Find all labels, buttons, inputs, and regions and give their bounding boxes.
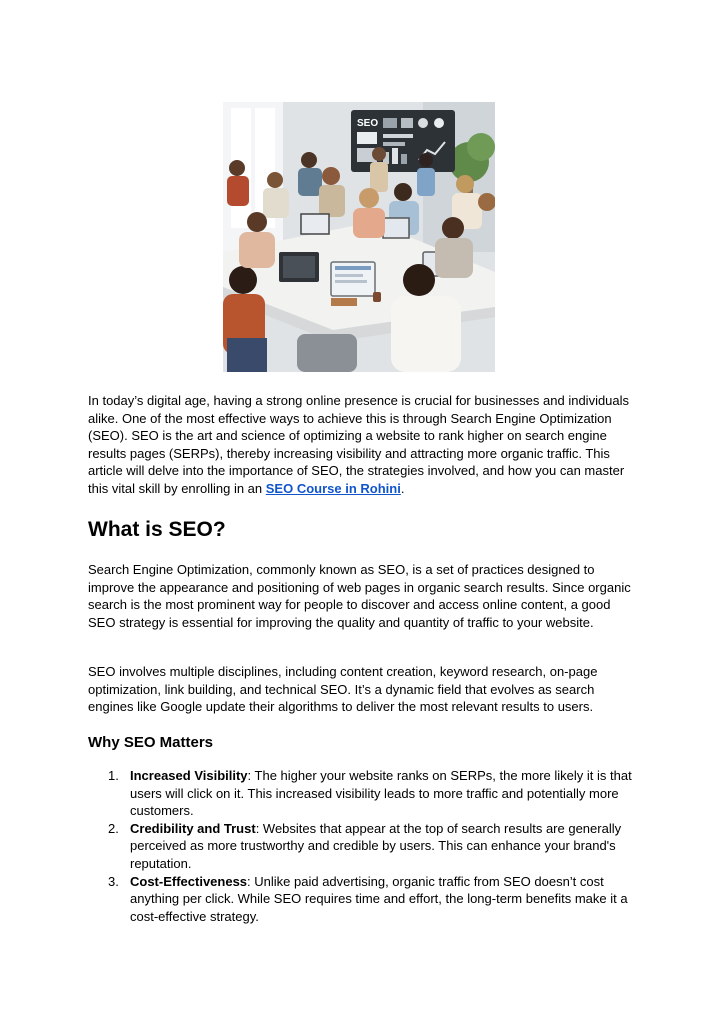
list-description: : The higher your website ranks on SERPs, the more likely it is that users will click on it. This increased visibility leads to more traffic and potentially more customers.: [130, 768, 632, 819]
seo-classroom-image: [223, 102, 495, 372]
list-item: [88, 767, 640, 820]
why-seo-matters-list: [88, 767, 640, 925]
list-item: [88, 873, 640, 926]
list-term: Increased Visibility: [130, 768, 248, 783]
what-is-seo-paragraph-2: SEO involves multiple disciplines, including content creation, keyword research, on-page optimization, link building, and technical SEO. It’s a dynamic field that evolves as search engines like Google update their algorithms to deliver the most relevant results to users.: [88, 664, 598, 715]
what-is-seo-paragraph-1: Search Engine Optimization, commonly known as SEO, is a set of practices designed to improve the appearance and positioning of web pages in organic search results. Since organic search is the most prominent way for people to discover and access online content, a good SEO strategy is essential for improving the quality and quantity of traffic to your website.: [88, 562, 631, 630]
list-number: 2.: [108, 820, 119, 836]
list-description: : Websites that appear at the top of search results are generally perceived as more trustworthy and credible by users. This can enhance your brand's reputation.: [130, 820, 622, 871]
board-label: SEO: [357, 118, 379, 129]
seo-course-link[interactable]: SEO Course in Rohini: [265, 480, 401, 496]
list-number: 1.: [108, 768, 119, 783]
list-term: Credibility and Trust: [130, 820, 256, 836]
list-number: 3.: [108, 873, 119, 889]
list-item: [88, 820, 640, 873]
heading-what-is-seo: What is SEO?: [88, 518, 226, 541]
heading-why-seo-matters: Why SEO Matters: [88, 734, 214, 751]
intro-text: In today’s digital age, having a strong online presence is crucial for businesses and individuals alike. One of the most effective ways to achieve this is through Search Engine Optimization (SEO). SEO is the art and science of optimizing a website to rank higher on search engine results pages (SERPs), thereby increasing visibility and attracting more organic traffic. This article will delve into the importance of SEO, the strategies involved, and how you can master this vital skill by enrolling in an: [88, 393, 630, 496]
intro-paragraph: [88, 392, 640, 498]
intro-text-end: .: [400, 480, 405, 496]
list-term: Cost-Effectiveness: [130, 873, 248, 889]
list-description: : Unlike paid advertising, organic traffic from SEO doesn’t cost anything per click. While SEO requires time and effort, the long-term benefits make it a cost-effective strategy.: [130, 873, 628, 924]
